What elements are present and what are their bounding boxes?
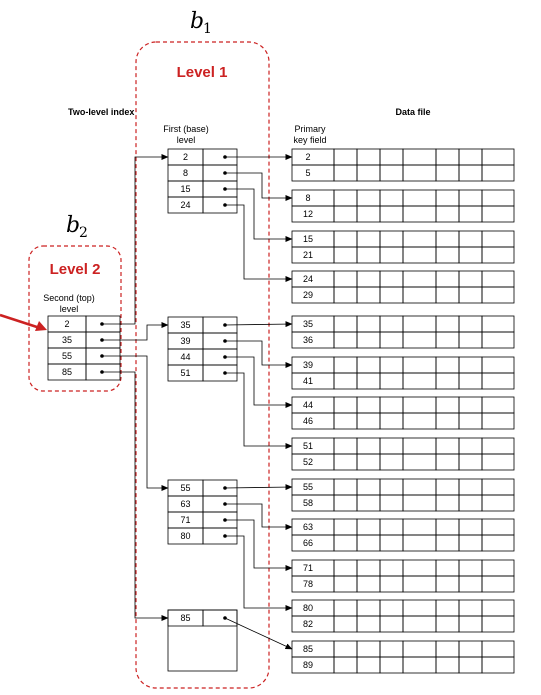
data-record-cell: [482, 332, 514, 348]
data-record-cell: [403, 373, 436, 389]
data-record-cell: [357, 438, 380, 454]
data-record-cell: [380, 357, 403, 373]
first-level-to-data-arrow: [225, 341, 292, 365]
data-key: 80: [302, 603, 314, 613]
data-record-cell: [459, 247, 482, 263]
data-record-cell: [482, 616, 514, 632]
data-record-cell: [459, 397, 482, 413]
data-record-cell: [334, 373, 357, 389]
second-level-key: 55: [61, 351, 73, 361]
first-level-to-data-arrow: [225, 536, 292, 608]
data-record-cell: [403, 616, 436, 632]
data-record-cell: [482, 438, 514, 454]
data-record-cell: [334, 316, 357, 332]
data-record-cell: [380, 519, 403, 535]
data-record-cell: [380, 165, 403, 181]
data-key: 5: [305, 168, 311, 178]
data-record-cell: [380, 149, 403, 165]
data-record-cell: [459, 231, 482, 247]
data-record-cell: [436, 357, 459, 373]
data-record-cell: [403, 357, 436, 373]
data-record-cell: [436, 657, 459, 673]
data-record-cell: [459, 149, 482, 165]
data-key: 82: [302, 619, 314, 629]
data-record-cell: [334, 165, 357, 181]
data-record-cell: [482, 576, 514, 592]
data-record-cell: [334, 495, 357, 511]
data-record-cell: [482, 357, 514, 373]
data-record-cell: [403, 247, 436, 263]
data-record-cell: [334, 247, 357, 263]
data-key: 85: [302, 644, 314, 654]
data-record-cell: [436, 231, 459, 247]
second-level-caption-line2: level: [59, 304, 79, 314]
data-record-cell: [436, 641, 459, 657]
data-record-cell: [436, 495, 459, 511]
first-level-key: 44: [180, 352, 191, 362]
data-record-cell: [459, 316, 482, 332]
data-record-cell: [403, 287, 436, 303]
first-level-key: 63: [180, 499, 191, 509]
data-record-cell: [334, 190, 357, 206]
data-record-cell: [334, 560, 357, 576]
data-key: 58: [302, 498, 314, 508]
data-record-cell: [436, 316, 459, 332]
data-record-cell: [334, 454, 357, 470]
data-key: 15: [302, 234, 314, 244]
data-record-cell: [357, 576, 380, 592]
data-record-cell: [459, 495, 482, 511]
data-record-cell: [436, 616, 459, 632]
data-record-cell: [357, 641, 380, 657]
data-record-cell: [380, 576, 403, 592]
primary-key-caption-line1: Primary: [294, 124, 326, 134]
second-level-key: 85: [61, 367, 73, 377]
data-record-cell: [380, 231, 403, 247]
data-record-cell: [334, 479, 357, 495]
data-record-cell: [334, 519, 357, 535]
first-level-to-data-arrow: [225, 373, 292, 446]
data-record-cell: [380, 373, 403, 389]
data-key: 46: [302, 416, 314, 426]
data-record-cell: [459, 535, 482, 551]
data-key: 8: [305, 193, 311, 203]
data-record-cell: [482, 413, 514, 429]
data-record-cell: [403, 479, 436, 495]
data-record-cell: [380, 616, 403, 632]
data-record-cell: [357, 357, 380, 373]
data-record-cell: [334, 616, 357, 632]
data-record-cell: [459, 165, 482, 181]
first-level-key: 39: [180, 336, 191, 346]
data-record-cell: [380, 397, 403, 413]
data-record-cell: [380, 535, 403, 551]
data-record-cell: [436, 397, 459, 413]
data-record-cell: [459, 616, 482, 632]
data-record-cell: [403, 535, 436, 551]
first-level-to-data-arrow: [225, 504, 292, 527]
data-key: 71: [302, 563, 314, 573]
data-record-cell: [357, 519, 380, 535]
data-record-cell: [459, 657, 482, 673]
first-level-caption-line1: First (base): [163, 124, 209, 134]
data-record-cell: [436, 454, 459, 470]
data-record-cell: [403, 657, 436, 673]
data-record-cell: [436, 206, 459, 222]
first-level-to-data-arrow: [225, 205, 292, 279]
data-record-cell: [482, 535, 514, 551]
data-record-cell: [334, 287, 357, 303]
first-level-key: 51: [180, 368, 191, 378]
data-record-cell: [482, 519, 514, 535]
data-record-cell: [380, 287, 403, 303]
data-record-cell: [357, 600, 380, 616]
data-record-cell: [482, 287, 514, 303]
data-record-cell: [334, 657, 357, 673]
data-record-cell: [380, 413, 403, 429]
data-record-cell: [436, 600, 459, 616]
data-record-cell: [380, 560, 403, 576]
data-record-cell: [403, 397, 436, 413]
data-key: 66: [302, 538, 314, 548]
data-record-cell: [482, 206, 514, 222]
data-key: 78: [302, 579, 314, 589]
first-level-to-data-arrow: [225, 618, 292, 649]
data-key: 24: [302, 274, 314, 284]
data-record-cell: [436, 413, 459, 429]
data-key: 12: [302, 209, 314, 219]
data-key: 52: [302, 457, 314, 467]
data-record-cell: [436, 438, 459, 454]
data-record-cell: [403, 600, 436, 616]
data-record-cell: [357, 413, 380, 429]
data-record-cell: [357, 316, 380, 332]
data-record-cell: [459, 373, 482, 389]
data-key: 63: [302, 522, 314, 532]
data-record-cell: [482, 271, 514, 287]
block-label-b2-sub: 2: [79, 225, 88, 241]
data-record-cell: [459, 413, 482, 429]
data-record-cell: [403, 560, 436, 576]
data-record-cell: [403, 438, 436, 454]
data-record-cell: [334, 231, 357, 247]
data-record-cell: [436, 535, 459, 551]
data-record-cell: [482, 479, 514, 495]
data-record-cell: [436, 576, 459, 592]
data-record-cell: [380, 495, 403, 511]
data-record-cell: [380, 657, 403, 673]
data-record-cell: [380, 479, 403, 495]
data-record-cell: [436, 519, 459, 535]
data-record-cell: [459, 641, 482, 657]
data-record-cell: [403, 495, 436, 511]
data-record-cell: [482, 397, 514, 413]
data-record-cell: [357, 657, 380, 673]
data-record-cell: [459, 332, 482, 348]
first-level-to-data-arrow: [225, 189, 292, 239]
first-level-key: 55: [180, 483, 191, 493]
data-key-cell: [292, 190, 334, 206]
data-record-cell: [357, 495, 380, 511]
data-record-cell: [334, 438, 357, 454]
data-record-cell: [459, 287, 482, 303]
data-record-cell: [334, 576, 357, 592]
data-record-cell: [482, 316, 514, 332]
data-key: 39: [302, 360, 314, 370]
data-record-cell: [357, 271, 380, 287]
data-record-cell: [482, 657, 514, 673]
level2-label: Level 2: [49, 261, 101, 278]
data-record-cell: [482, 454, 514, 470]
first-level-to-data-arrow: [225, 173, 292, 198]
data-record-cell: [436, 560, 459, 576]
first-level-key: 35: [180, 320, 191, 330]
data-record-cell: [380, 641, 403, 657]
data-record-cell: [380, 271, 403, 287]
data-record-cell: [357, 535, 380, 551]
first-level-key: 24: [180, 200, 191, 210]
data-record-cell: [380, 247, 403, 263]
data-record-cell: [459, 357, 482, 373]
data-record-cell: [482, 373, 514, 389]
data-record-cell: [482, 600, 514, 616]
second-to-first-level-arrow: [102, 157, 168, 324]
entry-arrow-icon: [0, 315, 47, 331]
first-level-key: 15: [180, 184, 191, 194]
data-record-cell: [459, 271, 482, 287]
data-record-cell: [357, 206, 380, 222]
data-record-cell: [334, 535, 357, 551]
first-level-key: 85: [180, 613, 191, 623]
data-key: 55: [302, 482, 314, 492]
two-level-index-header: Two-level index: [68, 107, 135, 117]
data-record-cell: [403, 165, 436, 181]
data-record-cell: [357, 397, 380, 413]
data-record-cell: [436, 149, 459, 165]
data-record-cell: [482, 190, 514, 206]
data-record-cell: [482, 495, 514, 511]
data-record-cell: [357, 190, 380, 206]
level1-label: Level 1: [176, 64, 228, 81]
data-record-cell: [403, 454, 436, 470]
data-record-cell: [357, 165, 380, 181]
data-record-cell: [357, 479, 380, 495]
first-level-to-data-arrow: [225, 324, 292, 325]
data-record-cell: [482, 560, 514, 576]
data-record-cell: [380, 454, 403, 470]
data-record-cell: [482, 641, 514, 657]
data-record-cell: [357, 332, 380, 348]
data-record-cell: [334, 641, 357, 657]
data-record-cell: [380, 332, 403, 348]
data-record-cell: [436, 332, 459, 348]
block-label-b1: b: [190, 9, 205, 34]
data-record-cell: [380, 190, 403, 206]
first-level-key: 2: [182, 152, 189, 162]
data-record-cell: [334, 357, 357, 373]
data-record-cell: [436, 287, 459, 303]
second-to-first-level-arrow: [102, 372, 168, 618]
data-record-cell: [482, 149, 514, 165]
data-record-cell: [436, 479, 459, 495]
data-record-cell: [403, 576, 436, 592]
data-record-cell: [357, 454, 380, 470]
data-record-cell: [380, 206, 403, 222]
data-record-cell: [459, 438, 482, 454]
data-record-cell: [403, 231, 436, 247]
data-record-cell: [459, 206, 482, 222]
first-level-key: 80: [180, 531, 191, 541]
data-key: 35: [302, 319, 314, 329]
data-record-cell: [436, 165, 459, 181]
data-record-cell: [403, 206, 436, 222]
data-record-cell: [334, 600, 357, 616]
data-record-cell: [334, 332, 357, 348]
data-record-cell: [436, 190, 459, 206]
first-level-key: 8: [182, 168, 189, 178]
second-level-key: 35: [61, 335, 73, 345]
primary-key-caption-line2: key field: [293, 135, 327, 145]
data-file-header: Data file: [395, 107, 431, 117]
data-record-cell: [459, 479, 482, 495]
data-key: 44: [302, 400, 314, 410]
first-level-key: 71: [180, 515, 191, 525]
data-key: 41: [302, 376, 314, 386]
data-key: 2: [305, 152, 311, 162]
first-level-pointer-cell: [203, 610, 237, 626]
data-key-cell: [292, 149, 334, 165]
data-record-cell: [380, 600, 403, 616]
data-record-cell: [403, 413, 436, 429]
data-record-cell: [334, 397, 357, 413]
data-key-cell: [292, 165, 334, 181]
data-record-cell: [459, 576, 482, 592]
data-record-cell: [357, 616, 380, 632]
block-label-b2: b: [66, 213, 81, 238]
data-record-cell: [357, 373, 380, 389]
data-record-cell: [403, 316, 436, 332]
second-level-caption-line1: Second (top): [43, 293, 95, 303]
data-record-cell: [403, 271, 436, 287]
data-record-cell: [334, 413, 357, 429]
data-record-cell: [357, 149, 380, 165]
data-record-cell: [334, 149, 357, 165]
data-key: 89: [302, 660, 314, 670]
data-key: 51: [302, 441, 314, 451]
data-record-cell: [403, 519, 436, 535]
data-record-cell: [380, 438, 403, 454]
data-record-cell: [334, 271, 357, 287]
data-record-cell: [380, 316, 403, 332]
second-to-first-level-arrow: [102, 325, 168, 340]
data-record-cell: [403, 641, 436, 657]
first-level-caption-line2: level: [176, 135, 196, 145]
data-record-cell: [357, 560, 380, 576]
data-key: 29: [302, 290, 314, 300]
data-record-cell: [459, 560, 482, 576]
data-record-cell: [403, 149, 436, 165]
data-record-cell: [357, 247, 380, 263]
data-key: 36: [302, 335, 314, 345]
data-record-cell: [459, 519, 482, 535]
data-record-cell: [334, 206, 357, 222]
block-label-b1-sub: 1: [203, 21, 212, 37]
data-record-cell: [482, 165, 514, 181]
data-record-cell: [403, 332, 436, 348]
data-record-cell: [482, 231, 514, 247]
data-record-cell: [357, 287, 380, 303]
data-record-cell: [459, 600, 482, 616]
data-key: 21: [302, 250, 314, 260]
data-record-cell: [436, 271, 459, 287]
data-record-cell: [459, 454, 482, 470]
data-record-cell: [357, 231, 380, 247]
data-record-cell: [403, 190, 436, 206]
data-record-cell: [436, 373, 459, 389]
second-level-key: 2: [64, 319, 70, 329]
data-record-cell: [459, 190, 482, 206]
first-level-to-data-arrow: [225, 487, 292, 488]
data-record-cell: [482, 247, 514, 263]
data-record-cell: [436, 247, 459, 263]
